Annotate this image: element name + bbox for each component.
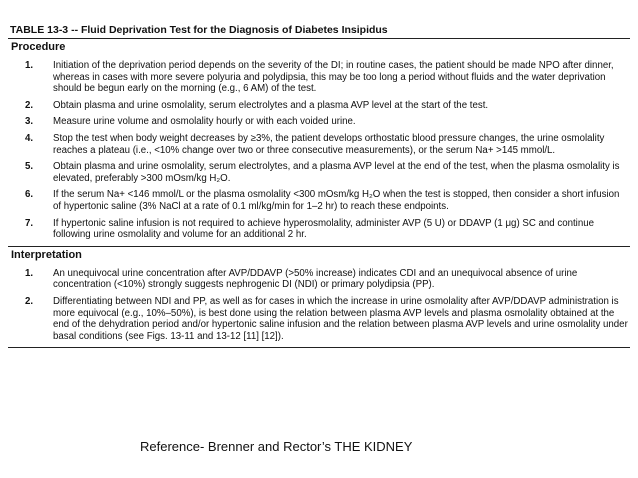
procedure-step — [8, 133, 630, 156]
item-text: An unequivocal urine concentration after AVP/DDAVP (>50% increase) indicates CDI and an unequivocal absence of urine concentration (<10%) strongly suggests nephrogenic DI (NDI) or primary polydipsia (PP). — [53, 267, 578, 291]
step-number: 3. — [25, 116, 34, 128]
item-number: 1. — [25, 267, 34, 279]
procedure-step — [8, 189, 630, 212]
procedure-step — [8, 116, 630, 128]
step-text: Obtain plasma and urine osmolality, serum electrolytes, and a plasma AVP level at the end of the test, when the plasma osmolality is elevated, preferably >300 mOsm/kg H₂O. — [53, 161, 620, 184]
item-number: 2. — [25, 295, 34, 307]
fluid-deprivation-table — [8, 22, 630, 348]
step-number: 5. — [25, 161, 34, 173]
procedure-heading: Procedure — [11, 41, 66, 53]
interpretation-item — [8, 268, 630, 291]
step-number: 6. — [25, 189, 34, 201]
item-text: Differentiating between NDI and PP, as well as for cases in which the increase in urine osmolality after AVP/DDAVP administration is more equivocal (e.g., 10%–50%), is best done using the relation between plasma AVP levels and plasma osmolality obtained at the end of the dehydration period and/or hypertonic saline infusion and the relation between plasma AVP levels and urine osmolality under basal conditions (see Figs. 13-11 and 13-12 [11] [12]). — [53, 295, 628, 342]
step-text: Measure urine volume and osmolality hourly or with each voided urine. — [53, 116, 356, 128]
divider — [8, 347, 630, 348]
step-text: If the serum Na+ <146 mmol/L or the plasma osmolality <300 mOsm/kg H₂O when the test is stopped, then consider a short infusion of hypertonic saline (3% NaCl at a rate of 0.1 ml/kg/min for 1–2 hr) to reach these endpoints. — [53, 189, 620, 212]
step-number: 7. — [25, 217, 34, 229]
reference-caption: Reference- Brenner and Rector’s THE KIDNEY — [140, 439, 413, 454]
step-number: 1. — [25, 60, 34, 71]
step-number: 2. — [25, 99, 34, 111]
step-number: 4. — [25, 132, 34, 144]
procedure-step — [8, 60, 630, 95]
procedure-step — [8, 218, 630, 241]
step-text: Stop the test when body weight decreases by ≥3%, the patient develops orthostatic blood pressure changes, the urine osmolality reaches a plateau (i.e., <10% change over two or three consecutive measurements), or the serum Na+ >145 mmol/L. — [53, 132, 605, 156]
procedure-step — [8, 161, 630, 184]
step-text: Initiation of the deprivation period depends on the severity of the DI; in routine cases, the patient should be made NPO after dinner, whereas in cases with more severe polyuria and polydipsia, this may be too long a period without fluids and the water deprivation should be begun early on the morning (e.g., 6 AM) of the test. — [53, 60, 614, 95]
interpretation-heading: Interpretation — [11, 248, 82, 261]
step-text: Obtain plasma and urine osmolality, serum electrolytes and a plasma AVP level at the start of the test. — [53, 99, 489, 111]
step-text: If hypertonic saline infusion is not required to achieve hyperosmolality, administer AVP (5 U) or DDAVP (1 μg) SC and continue following urine osmolality and volume for an additional 2 hr. — [53, 217, 594, 241]
table-title: TABLE 13-3 -- Fluid Deprivation Test for the Diagnosis of Diabetes Insipidus — [10, 24, 388, 36]
procedure-step — [8, 100, 630, 112]
interpretation-item — [8, 296, 630, 342]
